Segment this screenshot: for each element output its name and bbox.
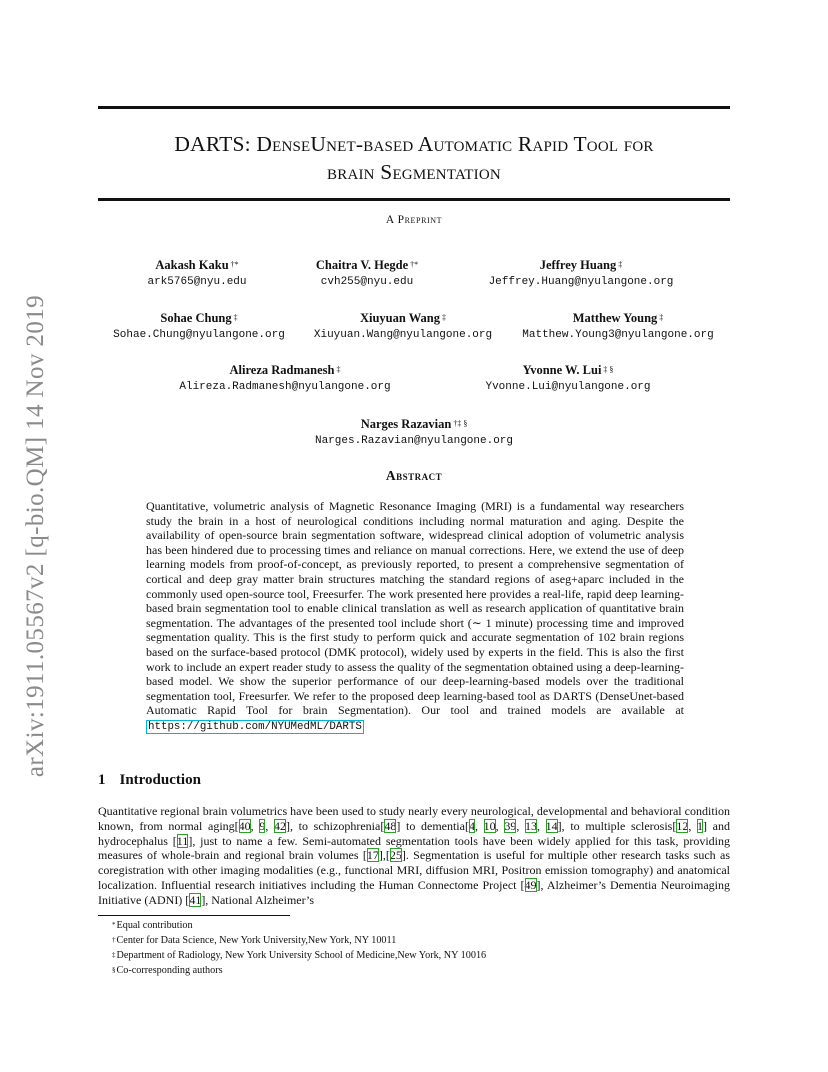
citation-link[interactable]: 41: [189, 892, 202, 907]
citation-link[interactable]: 39: [504, 818, 517, 833]
citation-link[interactable]: 10: [483, 818, 496, 833]
author-email[interactable]: Jeffrey.Huang@nyulangone.org: [488, 276, 674, 288]
author-affiliation-marks: ‡: [233, 313, 238, 322]
author-email[interactable]: Sohae.Chung@nyulangone.org: [113, 329, 285, 341]
author-block: [493, 311, 743, 343]
intro-text: ] to dementia[: [396, 818, 469, 833]
footnote-rule: [98, 915, 290, 916]
author-affiliation-marks: †‡ §: [453, 419, 468, 428]
citation-link[interactable]: 14: [545, 818, 558, 833]
paper-title-line-1: DARTS: DenseUnet-based Automatic Rapid Tool for: [174, 132, 654, 156]
footnote: [112, 919, 193, 933]
author-name: Alireza Radmanesh ‡: [229, 363, 341, 377]
abstract-text: Quantitative, volumetric analysis of Magnetic Resonance Imaging (MRI) is a fundamental way researchers study the brain in a host of neurological conditions including normal maturation and aging. Despite the availability of open-source brain segmentation software, widespread clinical adoption of volumetric analysis has been hindered due to processing times and reliance on manual corrections. Here, we extend the use of deep learning models from proof-of-concept, as previously reported, to present a comprehensive segmentation of cortical and deep gray matter brain structures matching the standard regions of aseg+aparc included in the commonly used open-source tool, Freesurfer. The work presented here provides a real-life, rapid deep learning-based brain segmentation tool to enable clinical translation as well as research application of quantitative brain segmentation. The advantages of the presented tool include short (∼ 1 minute) processing time and improved segmentation quality. This is the first study to perform quick and accurate segmentation of 102 brain regions based on the surface-based protocol (DMK protocol), widely used by experts in the field. This is also the first work to include an expert reader study to assess the quality of the segmentation obtained using a deep-learning-based model. We show the superior performance of our deep-learning-based models over the traditional segmentation tool, Freesurfer. We refer to the proposed deep learning-based tool as DARTS (DenseUnet-based Automatic Rapid Tool for brain Segmentation). Our tool and trained models are available at: [146, 499, 684, 718]
intro-text: ,: [688, 818, 697, 833]
section-title: Introduction: [119, 772, 201, 788]
footnote-text: Co-corresponding authors: [116, 965, 223, 976]
intro-text: ,: [265, 818, 274, 833]
introduction-paragraph: [98, 804, 730, 908]
footnote: [112, 964, 223, 978]
intro-text: ,: [474, 818, 484, 833]
author-block: [443, 363, 693, 395]
intro-text: ,: [250, 818, 260, 833]
section-heading: [98, 772, 201, 789]
arxiv-identifier: arXiv:1911.05567v2 [q-bio.QM] 14 Nov 2019: [22, 294, 49, 778]
author-name: Aakash Kaku †*: [155, 258, 239, 272]
citation-link[interactable]: 49: [524, 877, 537, 892]
author-block: [160, 363, 410, 395]
paper-title-line-2: brain Segmentation: [327, 160, 501, 184]
intro-text: ,: [536, 818, 546, 833]
citation-link[interactable]: 42: [274, 818, 286, 833]
author-email[interactable]: Alireza.Radmanesh@nyulangone.org: [179, 381, 391, 393]
footnote-text: Department of Radiology, New York University School of Medicine,New York, NY 10016: [116, 950, 487, 961]
citation-link[interactable]: 13: [524, 818, 537, 833]
author-name: Chaitra V. Hegde †*: [315, 258, 419, 272]
author-block: [242, 258, 492, 290]
author-email[interactable]: Matthew.Young3@nyulangone.org: [522, 329, 714, 341]
title-bottom-rule: [98, 198, 730, 201]
intro-text: ],[: [378, 848, 390, 863]
footnote-mark: *: [112, 921, 116, 929]
footnote-text: Equal contribution: [116, 920, 193, 931]
citation-link[interactable]: 40: [238, 818, 251, 833]
author-affiliation-marks: ‡: [659, 313, 664, 322]
author-name: Matthew Young ‡: [572, 311, 664, 325]
abstract-body: [146, 499, 684, 735]
citation-link[interactable]: 25: [389, 848, 402, 863]
citation-link[interactable]: 11: [176, 833, 189, 848]
preprint-label: A Preprint: [385, 214, 443, 226]
citation-link[interactable]: 9: [259, 818, 266, 833]
section-number: 1: [98, 772, 106, 788]
citation-link[interactable]: 17: [366, 848, 379, 863]
author-email[interactable]: ark5765@nyu.edu: [147, 276, 247, 288]
title-top-rule: [98, 106, 730, 109]
author-block: [289, 417, 539, 449]
citation-link[interactable]: 12: [676, 818, 689, 833]
intro-text: ]. Segmentation is useful for multiple other research tasks such as coregistration with other imaging modalities (e.g., functional MRI, diffusion MRI, Positron emission tomography) and anatomical localization. Influential research initiatives including the Human Connectome Project [: [98, 848, 730, 892]
author-affiliation-marks: †*: [410, 260, 419, 269]
author-affiliation-marks: ‡ §: [603, 365, 614, 374]
intro-text: ], Alzheimer’s Dementia Neuroimaging Initiative (ADNI) [: [98, 877, 731, 907]
author-name: Yvonne W. Lui ‡ §: [522, 363, 614, 377]
author-email[interactable]: cvh255@nyu.edu: [320, 276, 414, 288]
author-affiliation-marks: ‡: [618, 260, 623, 269]
intro-text: ,: [495, 818, 505, 833]
code-repository-link[interactable]: https://github.com/NYUMedML/DARTS: [148, 720, 362, 733]
footnote: [112, 934, 396, 948]
author-affiliation-marks: ‡: [442, 313, 447, 322]
intro-text: Quantitative regional brain volumetrics have been used to study nearly every neurological, developmental and behavioral condition known, from normal aging[: [98, 804, 730, 833]
author-affiliation-marks: †*: [230, 260, 239, 269]
author-block: [278, 311, 528, 343]
footnote-mark: †: [112, 936, 116, 944]
citation-link[interactable]: 4: [468, 818, 475, 833]
author-affiliation-marks: ‡: [336, 365, 341, 374]
intro-text: ], National Alzheimer’s: [201, 892, 315, 907]
intro-text: ], just to name a few. Semi-automated segmentation tools have been widely applied for this task, providing measures of whole-brain and regional brain volumes [: [98, 833, 730, 863]
abstract-heading: Abstract: [385, 468, 443, 483]
intro-text: ,: [516, 818, 525, 833]
footnote-mark: ‡: [112, 951, 116, 959]
author-email[interactable]: Xiuyuan.Wang@nyulangone.org: [313, 329, 493, 341]
footnote: [112, 949, 486, 963]
author-name: Jeffrey Huang ‡: [539, 258, 623, 272]
citation-link[interactable]: 1: [697, 818, 703, 833]
author-block: [456, 258, 706, 290]
author-email[interactable]: Yvonne.Lui@nyulangone.org: [485, 381, 651, 393]
author-name: Sohae Chung ‡: [160, 311, 238, 325]
citation-link[interactable]: 48: [384, 818, 397, 833]
footnote-text: Center for Data Science, New York University,New York, NY 10011: [116, 935, 397, 946]
intro-text: ] and hydrocephalus [: [98, 818, 730, 848]
author-name: Narges Razavian †‡ §: [360, 417, 468, 431]
intro-text: ], to multiple sclerosis[: [557, 818, 677, 833]
author-name: Xiuyuan Wang ‡: [359, 311, 447, 325]
author-email[interactable]: Narges.Razavian@nyulangone.org: [314, 435, 514, 447]
intro-text: ], to schizophrenia[: [286, 818, 385, 833]
footnote-mark: §: [112, 966, 116, 974]
